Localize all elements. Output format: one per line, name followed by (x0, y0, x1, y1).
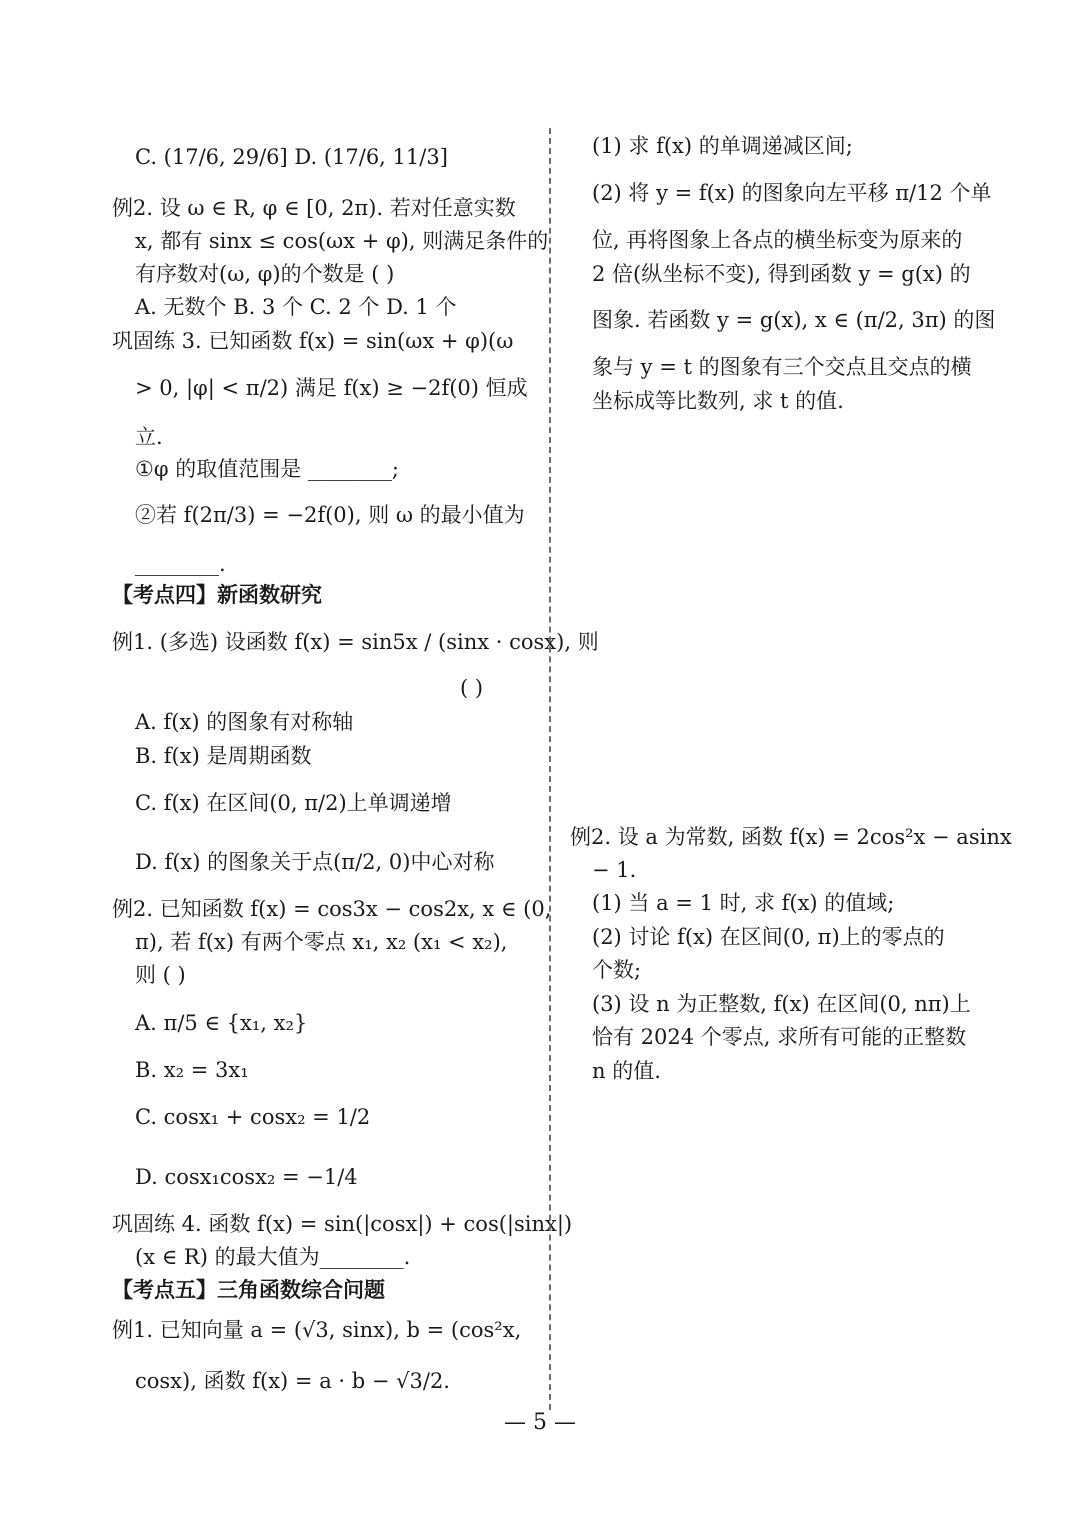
text-line: > 0, |φ| < π/2) 满足 f(x) ≥ −2f(0) 恒成 (135, 376, 528, 400)
text-line: 例2. 设 ω ∈ R, φ ∈ [0, 2π). 若对任意实数 (112, 196, 516, 220)
page-number: — 5 — (504, 1410, 576, 1435)
text-line: 巩固练 3. 已知函数 f(x) = sin(ωx + φ)(ω (112, 329, 514, 353)
text-line: − 1. (592, 858, 637, 882)
text-line: B. x₂ = 3x₁ (135, 1058, 249, 1082)
text-line: ________. (135, 552, 226, 576)
text-line: B. f(x) 是周期函数 (135, 744, 312, 768)
text-line: π), 若 f(x) 有两个零点 x₁, x₂ (x₁ < x₂), (135, 930, 508, 954)
text-line: A. f(x) 的图象有对称轴 (135, 710, 354, 734)
text-line: 立. (135, 425, 163, 449)
text-line: A. 无数个 B. 3 个 C. 2 个 D. 1 个 (135, 295, 457, 319)
text-line: (1) 当 a = 1 时, 求 f(x) 的值域; (592, 891, 895, 915)
text-line: 个数; (592, 958, 642, 982)
text-line: ( ) (460, 676, 484, 700)
text-line: (2) 将 y = f(x) 的图象向左平移 π/12 个单 (592, 181, 992, 205)
text-line: 有序数对(ω, φ)的个数是 ( ) (135, 262, 395, 286)
text-line: 位, 再将图象上各点的横坐标变为原来的 (592, 228, 963, 252)
text-line: x, 都有 sinx ≤ cos(ωx + φ), 则满足条件的 (135, 229, 549, 253)
text-line: 巩固练 4. 函数 f(x) = sin(|cosx|) + cos(|sinx|) (112, 1212, 573, 1236)
section-heading: 【考点五】三角函数综合问题 (112, 1278, 385, 1302)
column-divider (549, 128, 551, 1410)
text-line: 恰有 2024 个零点, 求所有可能的正整数 (592, 1025, 967, 1049)
text-line: A. π/5 ∈ {x₁, x₂} (135, 1011, 308, 1035)
text-line: 图象. 若函数 y = g(x), x ∈ (π/2, 3π) 的图 (592, 308, 996, 332)
text-line: 例1. 已知向量 a = (√3, sinx), b = (cos²x, (112, 1318, 522, 1342)
text-line: D. cosx₁cosx₂ = −1/4 (135, 1165, 358, 1189)
text-line: C. cosx₁ + cosx₂ = 1/2 (135, 1105, 371, 1129)
section-heading: 【考点四】新函数研究 (112, 583, 322, 607)
text-line: 象与 y = t 的图象有三个交点且交点的横 (592, 355, 972, 379)
text-line: (3) 设 n 为正整数, f(x) 在区间(0, nπ)上 (592, 992, 971, 1016)
text-line: 例2. 设 a 为常数, 函数 f(x) = 2cos²x − asinx (570, 825, 1012, 849)
text-line: (2) 讨论 f(x) 在区间(0, π)上的零点的 (592, 925, 945, 949)
text-line: ①φ 的取值范围是 ________; (135, 457, 399, 481)
text-line: ②若 f(2π/3) = −2f(0), 则 ω 的最小值为 (135, 503, 525, 527)
text-line: (x ∈ R) 的最大值为________. (135, 1245, 411, 1269)
text-line: C. (17/6, 29/6] D. (17/6, 11/3] (135, 145, 448, 169)
text-line: (1) 求 f(x) 的单调递减区间; (592, 134, 853, 158)
text-line: 例1. (多选) 设函数 f(x) = sin5x / (sinx · cosx), 则 (112, 630, 599, 654)
text-line: D. f(x) 的图象关于点(π/2, 0)中心对称 (135, 850, 495, 874)
text-line: 坐标成等比数列, 求 t 的值. (592, 389, 844, 413)
text-line: n 的值. (592, 1059, 661, 1083)
text-line: 例2. 已知函数 f(x) = cos3x − cos2x, x ∈ (0, (112, 897, 552, 921)
text-line: C. f(x) 在区间(0, π/2)上单调递增 (135, 791, 452, 815)
text-line: 则 ( ) (135, 963, 186, 987)
text-line: cosx), 函数 f(x) = a · b − √3/2. (135, 1369, 450, 1393)
text-line: 2 倍(纵坐标不变), 得到函数 y = g(x) 的 (592, 262, 971, 286)
